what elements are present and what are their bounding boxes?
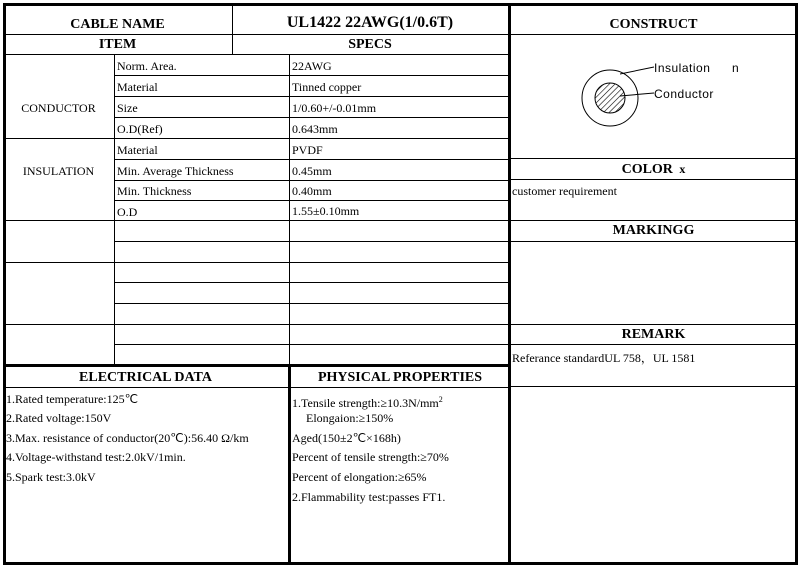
right-grid-line <box>509 344 798 345</box>
grid-line <box>3 138 510 139</box>
remark-value: Referance standardUL 758，UL 1581 <box>512 351 696 365</box>
insulation-item: Min. Thickness <box>117 184 192 198</box>
insulation-callout: Insulation <box>654 61 711 75</box>
right-grid-line <box>509 158 798 159</box>
divider-bottom-titles <box>3 387 510 388</box>
right-grid-line <box>509 220 798 221</box>
color-label-text: COLOR <box>621 162 673 177</box>
grid-line <box>114 75 510 76</box>
electrical-item: 3.Max. resistance of conductor(20℃):56.40 Ω/km <box>6 431 249 445</box>
insulation-item: Min. Average Thickness <box>117 164 234 178</box>
divider-col2 <box>289 54 290 364</box>
insulation-item: O.D <box>117 205 138 219</box>
physical-title: PHYSICAL PROPERTIES <box>317 370 483 385</box>
grid-line <box>3 324 510 325</box>
color-value: customer requirement <box>512 184 617 198</box>
marking-label-suffix: G <box>683 223 695 238</box>
electrical-title: ELECTRICAL DATA <box>79 370 212 385</box>
divider-bottom-section <box>3 364 510 367</box>
conductor-item: Material <box>117 80 158 94</box>
conductor-spec: 22AWG <box>292 59 332 73</box>
grid-line <box>114 241 510 242</box>
item-label: ITEM <box>98 37 137 52</box>
grid-line <box>114 117 510 118</box>
right-grid-line <box>509 179 798 180</box>
insulation-spec: 1.55±0.10mm <box>292 204 360 218</box>
divider-col1 <box>114 54 115 364</box>
conductor-group-label: CONDUCTOR <box>21 101 96 115</box>
electrical-item: 2.Rated voltage:150V <box>6 411 112 425</box>
remark-label: REMARK <box>621 327 686 342</box>
divider-bottom-vertical <box>288 364 291 565</box>
grid-line <box>114 96 510 97</box>
insulation-callout-suffix: n <box>732 61 739 75</box>
insulation-group-label: INSULATION <box>22 164 95 178</box>
cable-name-value: UL1422 22AWG(1/0.6T) <box>286 14 454 31</box>
construct-label: CONSTRUCT <box>609 17 698 32</box>
insulation-spec: 0.40mm <box>292 184 332 198</box>
conductor-item: Size <box>117 101 138 115</box>
grid-line <box>114 200 510 201</box>
grid-line <box>114 159 510 160</box>
grid-line <box>3 262 510 263</box>
cable-name-label: CABLE NAME <box>70 17 165 32</box>
grid-line <box>114 282 510 283</box>
grid-line <box>114 180 510 181</box>
electrical-item: 4.Voltage-withstand test:2.0kV/1min. <box>6 450 186 464</box>
grid-line <box>3 220 510 221</box>
color-label <box>509 160 798 179</box>
physical-tensile-sup: 2 <box>438 395 443 404</box>
conductor-spec: 1/0.60+/-0.01mm <box>292 101 377 115</box>
right-grid-line <box>509 241 798 242</box>
grid-line <box>114 344 510 345</box>
physical-item: Percent of tensile strength:≥70% <box>292 450 449 464</box>
divider-header <box>3 34 798 35</box>
physical-item: Percent of elongation:≥65% <box>292 470 427 484</box>
color-label-suffix: x <box>679 162 686 176</box>
physical-tensile-text: 1.Tensile strength:≥10.3N/mm <box>292 396 439 410</box>
right-grid-line <box>509 324 798 325</box>
conductor-spec: Tinned copper <box>292 80 362 94</box>
specs-label: SPECS <box>348 37 392 52</box>
physical-item: 2.Flammability test:passes FT1. <box>292 490 446 504</box>
insulation-item: Material <box>117 143 158 157</box>
physical-tensile <box>292 393 443 410</box>
conductor-item: Norm. Area. <box>117 59 177 73</box>
grid-line <box>114 303 510 304</box>
conductor-callout: Conductor <box>654 87 714 101</box>
marking-label-text: MARKING <box>612 223 684 238</box>
divider-item-row <box>3 54 511 55</box>
insulation-spec: PVDF <box>292 143 323 157</box>
physical-item: Elongaion:≥150% <box>306 411 394 425</box>
divider-main-vertical <box>508 3 511 565</box>
marking-label <box>509 222 798 240</box>
conductor-item: O.D(Ref) <box>117 122 163 136</box>
electrical-item: 5.Spark test:3.0kV <box>6 470 96 484</box>
right-grid-line <box>509 386 798 387</box>
electrical-item: 1.Rated temperature:125℃ <box>6 392 139 406</box>
insulation-spec: 0.45mm <box>292 164 332 178</box>
conductor-spec: 0.643mm <box>292 122 338 136</box>
physical-item: Aged(150±2℃×168h) <box>292 431 401 445</box>
